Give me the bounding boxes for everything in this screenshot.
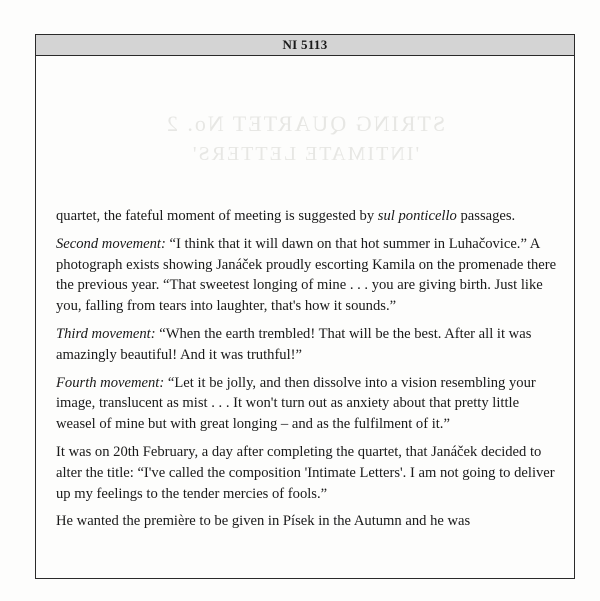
- show-through-heading: STRING QUARTET No. 2: [164, 111, 446, 136]
- italic-term: sul ponticello: [377, 208, 457, 224]
- body-text: [56, 206, 562, 539]
- movement-label: Second movement:: [56, 235, 166, 252]
- paragraph: quartet, the fateful moment of meeting is suggested by sul ponticello passages.: [56, 208, 516, 224]
- page-frame: [35, 34, 575, 579]
- paragraph: It was on 20th February, a day after completing the quartet, that Janáček decided to alter the title: “I've called the composition 'Intimate Letters'. I am not going to deliver up my feelings to the tender mercies of fools.”: [56, 443, 555, 502]
- movement-label: Third movement:: [56, 325, 156, 342]
- paragraph: Fourth movement: “Let it be jolly, and then dissolve into a vision resembling your image, translucent as mist . . . It won't turn out as anxiety about that pretty little weasel of mine but with great longing – and as the fulfilment of it.”: [56, 374, 536, 433]
- paragraph: He wanted the première to be given in Písek in the Autumn and he was: [56, 513, 471, 530]
- movement-label: Fourth movement:: [56, 374, 165, 391]
- show-through-subheading: 'INTIMATE LETTERS': [190, 143, 420, 165]
- header-bar: [36, 35, 574, 56]
- paragraph: Third movement: “When the earth trembled! That will be the best. After all it was amazingly beautiful! And it was truthful!”: [56, 325, 532, 363]
- paragraph: Second movement: “I think that it will dawn on that hot summer in Luhačovice.” A photograph exists showing Janáček proudly escorting Kamila on the promenade there the previous year. “That sweetest longing of mine . . . you are giving birth. Just like you, falling from tears into laughter, that's how it sounds.”: [56, 235, 557, 315]
- catalog-number: NI 5113: [282, 37, 328, 52]
